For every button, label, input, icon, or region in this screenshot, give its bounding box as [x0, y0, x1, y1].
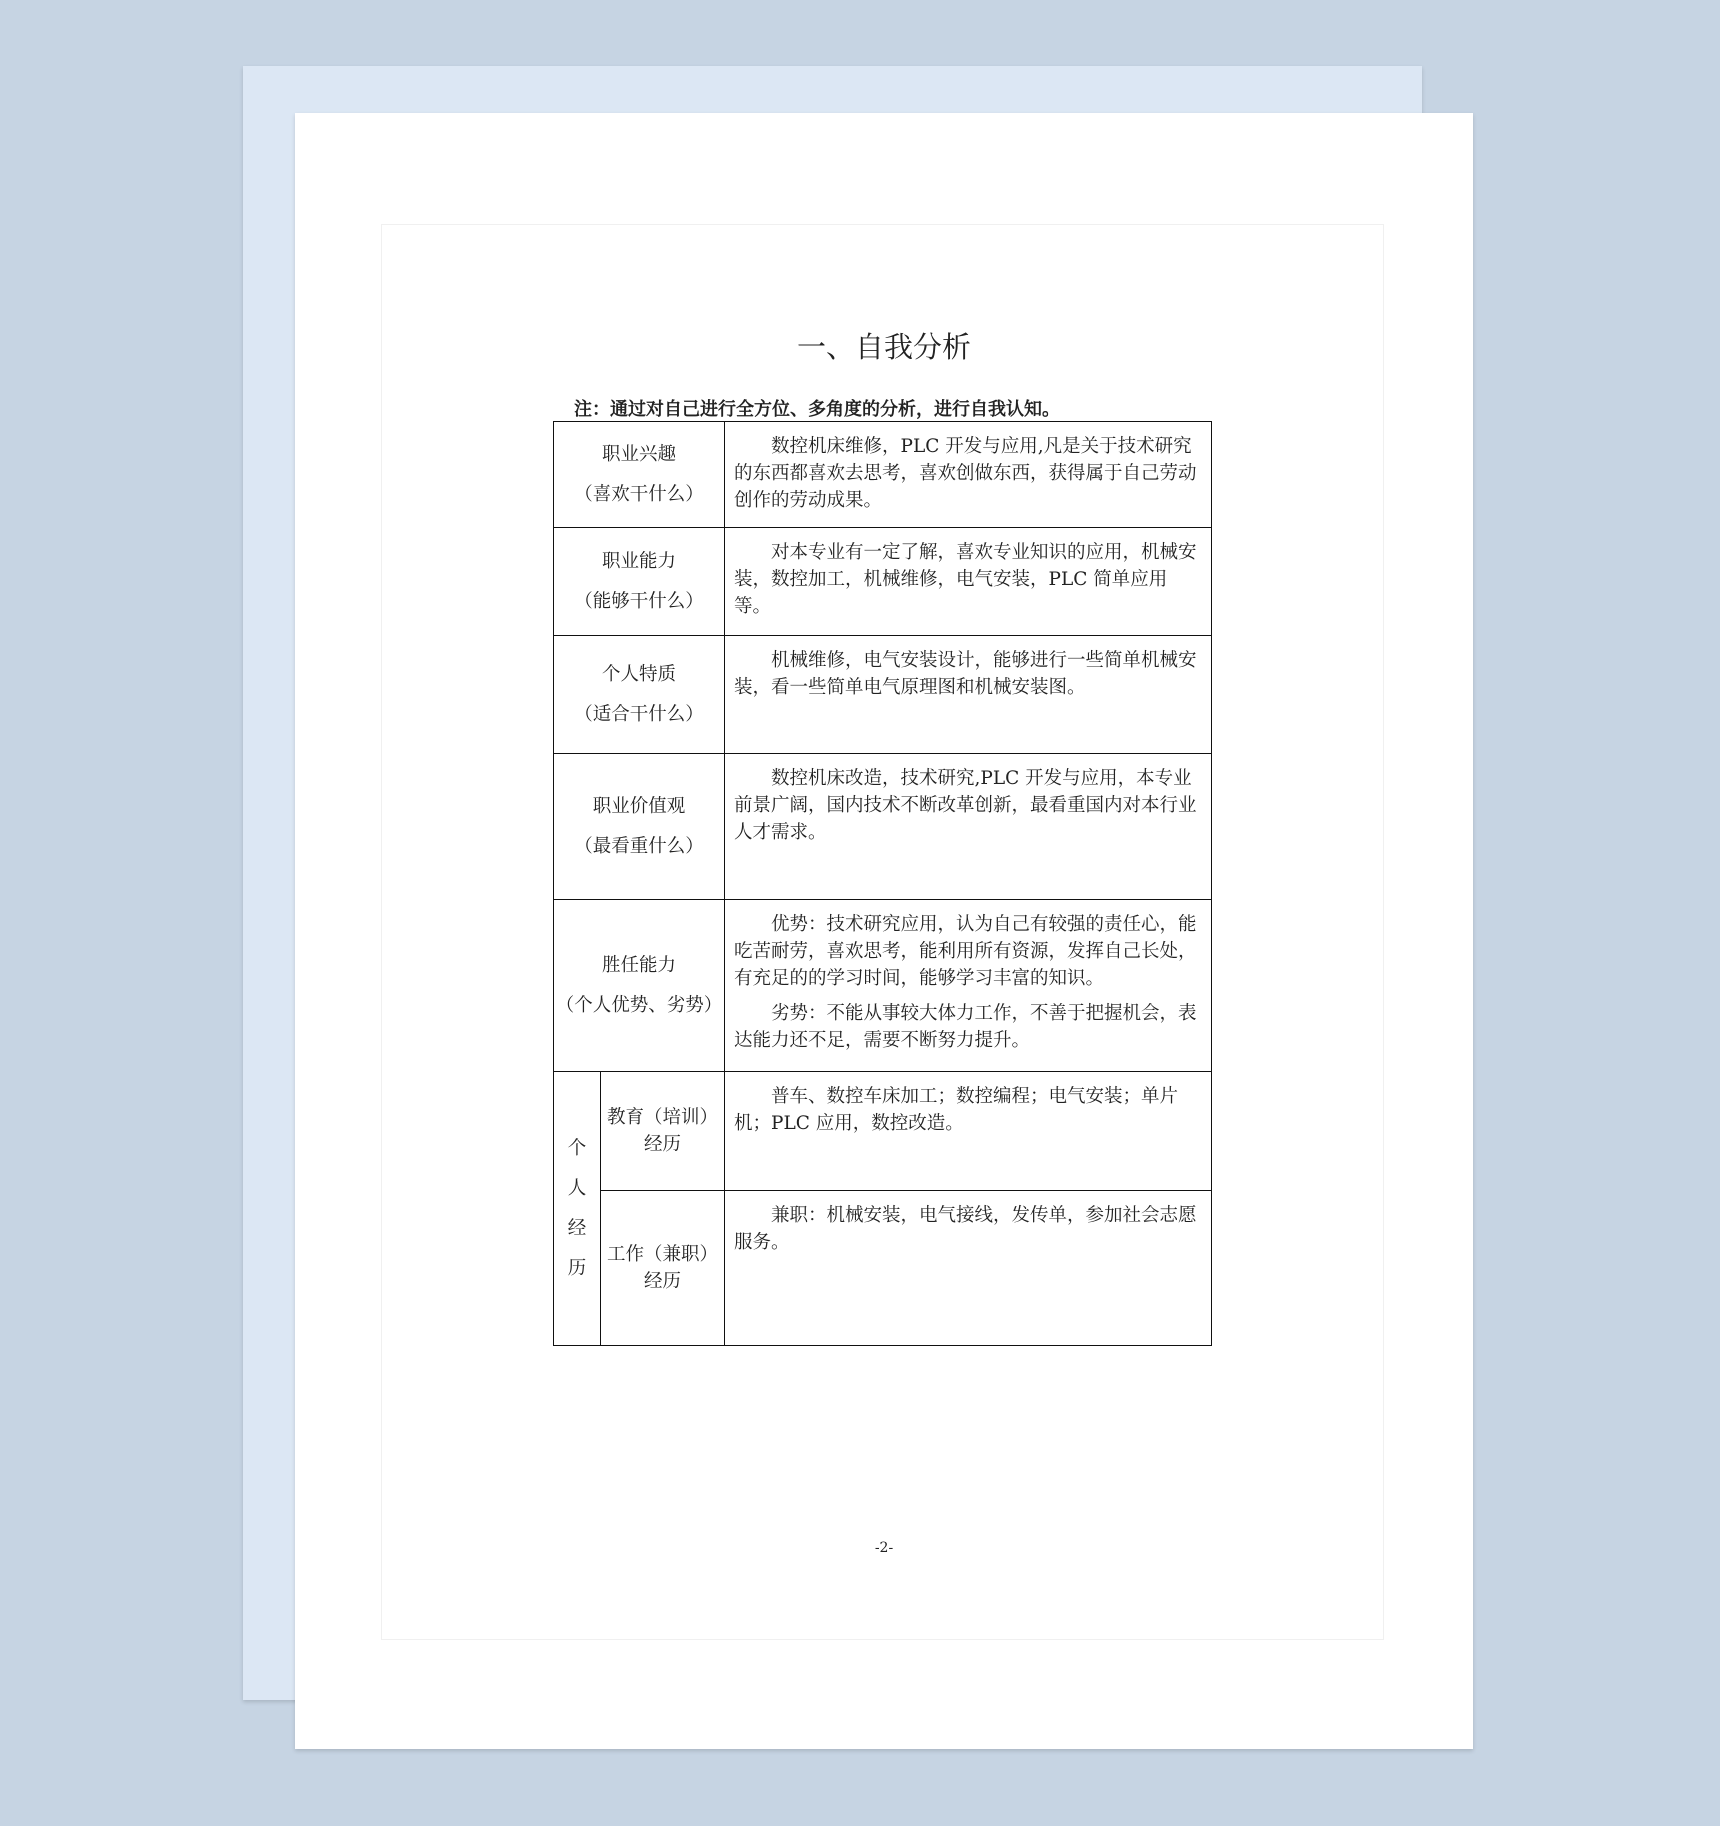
label-main: 职业能力	[601, 550, 676, 572]
label-main: 胜任能力	[601, 954, 676, 976]
education-label: 教育（培训）经历	[601, 1072, 725, 1191]
table-row	[554, 754, 1212, 900]
table-row	[554, 636, 1212, 754]
strengths-text: 优势：技术研究应用，认为自己有较强的责任心，能吃苦耐劳，喜欢思考，能利用所有资源，发挥自己长处，有充足的的学习时间，能够学习丰富的知识。	[734, 914, 1197, 989]
label-main: 个人特质	[601, 663, 676, 685]
row-content: 数控机床改造，技术研究,PLC 开发与应用，本专业前景广阔，国内技术不断改革创新，最看重国内对本行业人才需求。	[725, 754, 1212, 900]
table-row	[554, 900, 1212, 1072]
label-sub: （能够干什么）	[574, 590, 704, 612]
row-label	[554, 528, 725, 636]
page-title: 一、自我分析	[796, 330, 971, 364]
label-sub: （最看重什么）	[574, 835, 704, 857]
label-main: 职业兴趣	[601, 443, 676, 465]
page-number: -2-	[874, 1540, 894, 1556]
row-label	[554, 422, 725, 528]
row-content: 对本专业有一定了解，喜欢专业知识的应用，机械安装，数控加工，机械维修，电气安装，PLC 简单应用等。	[725, 528, 1212, 636]
table-row	[554, 1072, 1212, 1191]
label-sub: （喜欢干什么）	[574, 483, 704, 505]
row-label	[554, 636, 725, 754]
row-label	[554, 900, 725, 1072]
table-row	[554, 422, 1212, 528]
document-page	[295, 113, 1473, 1749]
label-main: 职业价值观	[592, 795, 686, 817]
table-row	[554, 1191, 1212, 1346]
self-analysis-table	[553, 421, 1212, 1346]
work-label: 工作（兼职）经历	[601, 1191, 725, 1346]
table-row	[554, 528, 1212, 636]
row-content: 数控机床维修，PLC 开发与应用,凡是关于技术研究的东西都喜欢去思考，喜欢创做东西，获得属于自己劳动创作的劳动成果。	[725, 422, 1212, 528]
label-sub: （适合干什么）	[574, 703, 704, 725]
row-content	[725, 900, 1212, 1072]
row-label	[554, 754, 725, 900]
row-content: 机械维修，电气安装设计，能够进行一些简单机械安装，看一些简单电气原理图和机械安装图。	[725, 636, 1212, 754]
experience-group-label	[554, 1072, 601, 1346]
work-content: 兼职：机械安装，电气接线，发传单，参加社会志愿服务。	[725, 1191, 1212, 1346]
weaknesses-text: 劣势：不能从事较大体力工作，不善于把握机会，表达能力还不足，需要不断努力提升。	[734, 1003, 1197, 1051]
note-text: 注：通过对自己进行全方位、多角度的分析，进行自我认知。	[574, 399, 1060, 420]
education-content: 普车、数控车床加工；数控编程；电气安装；单片机；PLC 应用，数控改造。	[725, 1072, 1212, 1191]
vertical-label: 个人经历	[567, 1137, 587, 1279]
label-sub: （个人优势、劣势）	[555, 994, 723, 1016]
